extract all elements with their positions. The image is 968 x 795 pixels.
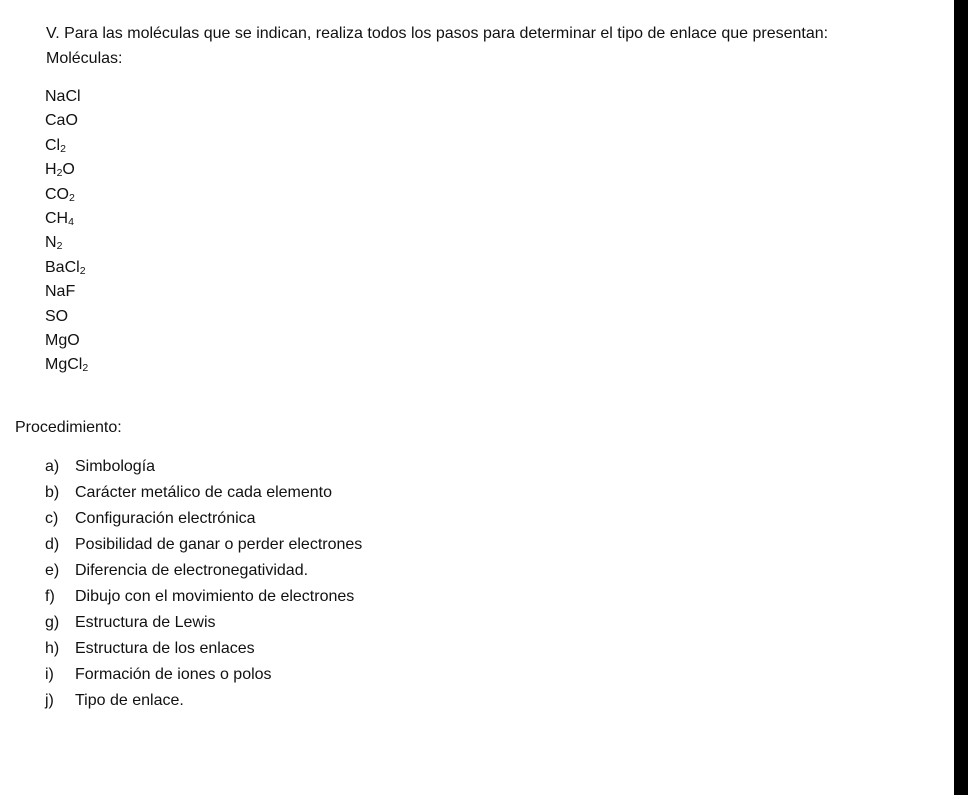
step-text: Formación de iones o polos xyxy=(75,666,272,683)
step-letter: i) xyxy=(45,666,54,683)
molecule-item: $CO_2$ xyxy=(45,185,75,204)
procedure-step xyxy=(45,457,362,483)
molecules-label: Moléculas: xyxy=(46,50,123,67)
molecule-item: $N_2$ xyxy=(45,234,63,253)
procedure-step xyxy=(45,483,362,509)
procedure-steps xyxy=(45,457,362,717)
molecule-item: BaCl$_2$ xyxy=(45,258,86,277)
molecule-list xyxy=(45,87,88,380)
molecule-item: MgCl$_2$ xyxy=(45,356,89,375)
molecule-item: MgO xyxy=(45,331,80,349)
procedure-step xyxy=(45,587,362,613)
exercise-heading: V. Para las moléculas que se indican, realiza todos los pasos para determinar el tipo de enlace que presentan: xyxy=(46,25,829,42)
procedure-label: Procedimiento: xyxy=(15,419,122,436)
step-letter: a) xyxy=(45,458,60,475)
step-text: Estructura de los enlaces xyxy=(75,640,255,657)
step-letter: b) xyxy=(45,484,60,501)
step-text: Posibilidad de ganar o perder electrones xyxy=(75,536,363,553)
molecule-item: $Cl_2$ xyxy=(45,136,66,155)
step-text: Estructura de Lewis xyxy=(75,614,216,631)
right-edge-bar xyxy=(954,0,968,795)
molecule-item: $CH_4$ xyxy=(45,209,74,228)
step-letter: d) xyxy=(45,536,60,553)
molecule-item: NaCl xyxy=(45,88,81,105)
step-letter: c) xyxy=(45,510,59,527)
step-text: Configuración electrónica xyxy=(75,510,256,527)
step-letter: g) xyxy=(45,614,60,631)
step-letter: e) xyxy=(45,562,60,579)
step-text: Tipo de enlace. xyxy=(75,692,184,709)
step-letter: j) xyxy=(45,692,54,709)
molecule-item: SO xyxy=(45,307,69,325)
step-letter: f) xyxy=(45,588,55,605)
step-text: Simbología xyxy=(75,458,156,475)
procedure-step xyxy=(45,509,362,535)
procedure-step xyxy=(45,561,362,587)
procedure-step xyxy=(45,535,362,561)
molecule-item: NaF xyxy=(45,283,76,301)
procedure-step xyxy=(45,665,362,691)
molecule-item: $H_2O$ xyxy=(45,161,75,180)
step-text: Diferencia de electronegatividad. xyxy=(75,562,309,579)
step-text: Dibujo con el movimiento de electrones xyxy=(75,588,355,605)
molecule-item: CaO xyxy=(45,112,78,130)
step-letter: h) xyxy=(45,640,60,657)
procedure-step xyxy=(45,691,362,717)
procedure-step xyxy=(45,639,362,665)
step-text: Carácter metálico de cada elemento xyxy=(75,484,333,501)
procedure-step xyxy=(45,613,362,639)
